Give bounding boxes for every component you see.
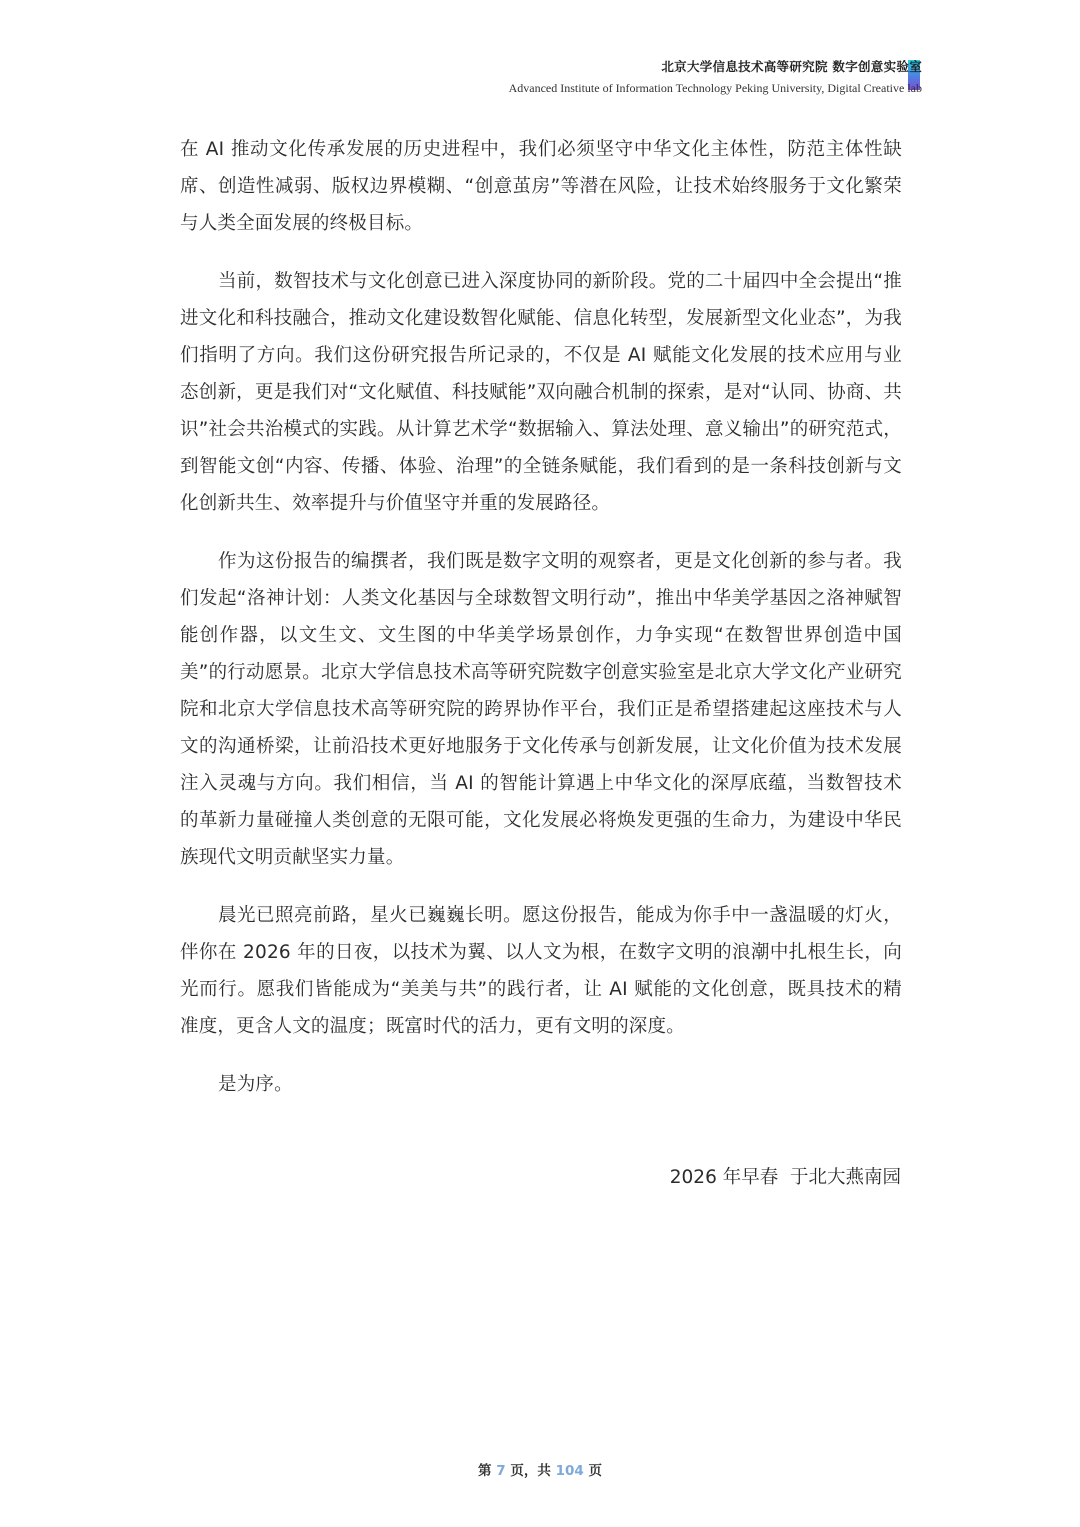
current-page-number: 7: [496, 1463, 506, 1479]
total-page-count: 104: [555, 1463, 584, 1479]
footer-prefix: 第: [478, 1463, 497, 1479]
paragraph: 晨光已照亮前路，星火已巍巍长明。愿这份报告，能成为你手中一盏温暖的灯火，伴你在 2026 年的日夜，以技术为翼、以人文为根，在数字文明的浪潮中扎根生长，向光而行。愿我们皆能成为“美美与共”的践行者，让 AI 赋能的文化创意，既具技术的精准度，更含人文的温度；既富时代的活力，更有文明的深度。: [180, 905, 902, 1037]
page-footer: [0, 1459, 1080, 1479]
page-header: [509, 58, 922, 97]
paragraph: 是为序。: [218, 1074, 293, 1095]
footer-middle: 页，共: [505, 1463, 556, 1479]
paragraph: 作为这份报告的编撰者，我们既是数字文明的观察者，更是文化创新的参与者。我们发起“洛神计划：人类文化基因与全球数智文明行动”，推出中华美学基因之洛神赋智能创作器，以文生文、文生图的中华美学场景创作，力争实现“在数智世界创造中国美”的行动愿景。北京大学信息技术高等研究院数字创意实验室是北京大学文化产业研究院和北京大学信息技术高等研究院的跨界协作平台，我们正是希望搭建起这座技术与人文的沟通桥梁，让前沿技术更好地服务于文化传承与创新发展，让文化价值为技术发展注入灵魂与方向。我们相信，当 AI 的智能计算遇上中华文化的深厚底蕴，当数智技术的革新力量碰撞人类创意的无限可能，文化发展必将焕发更强的生命力，为建设中华民族现代文明贡献坚实力量。: [180, 551, 902, 868]
body-text: [180, 131, 902, 1124]
header-subtitle-en: Advanced Institute of Information Technology Peking University, Digital Creative lab: [508, 81, 922, 95]
signature-line: 2026 年早春 于北大燕南园: [669, 1167, 901, 1188]
footer-suffix: 页: [583, 1463, 602, 1479]
paragraph: 在 AI 推动文化传承发展的历史进程中，我们必须坚守中华文化主体性，防范主体性缺席、创造性减弱、版权边界模糊、“创意茧房”等潜在风险，让技术始终服务于文化繁荣与人类全面发展的终极目标。: [180, 139, 902, 234]
header-title-cn: 北京大学信息技术高等研究院 数字创意实验室: [661, 59, 922, 74]
paragraph: 当前，数智技术与文化创意已进入深度协同的新阶段。党的二十届四中全会提出“推进文化和科技融合，推动文化建设数智化赋能、信息化转型，发展新型文化业态”，为我们指明了方向。我们这份研究报告所记录的，不仅是 AI 赋能文化发展的技术应用与业态创新，更是我们对“文化赋值、科技赋能”双向融合机制的探索，是对“认同、协商、共识”社会共治模式的实践。从计算艺术学“数据输入、算法处理、意义输出”的研究范式，到智能文创“内容、传播、体验、治理”的全链条赋能，我们看到的是一条科技创新与文化创新共生、效率提升与价值坚守并重的发展路径。: [180, 271, 902, 514]
